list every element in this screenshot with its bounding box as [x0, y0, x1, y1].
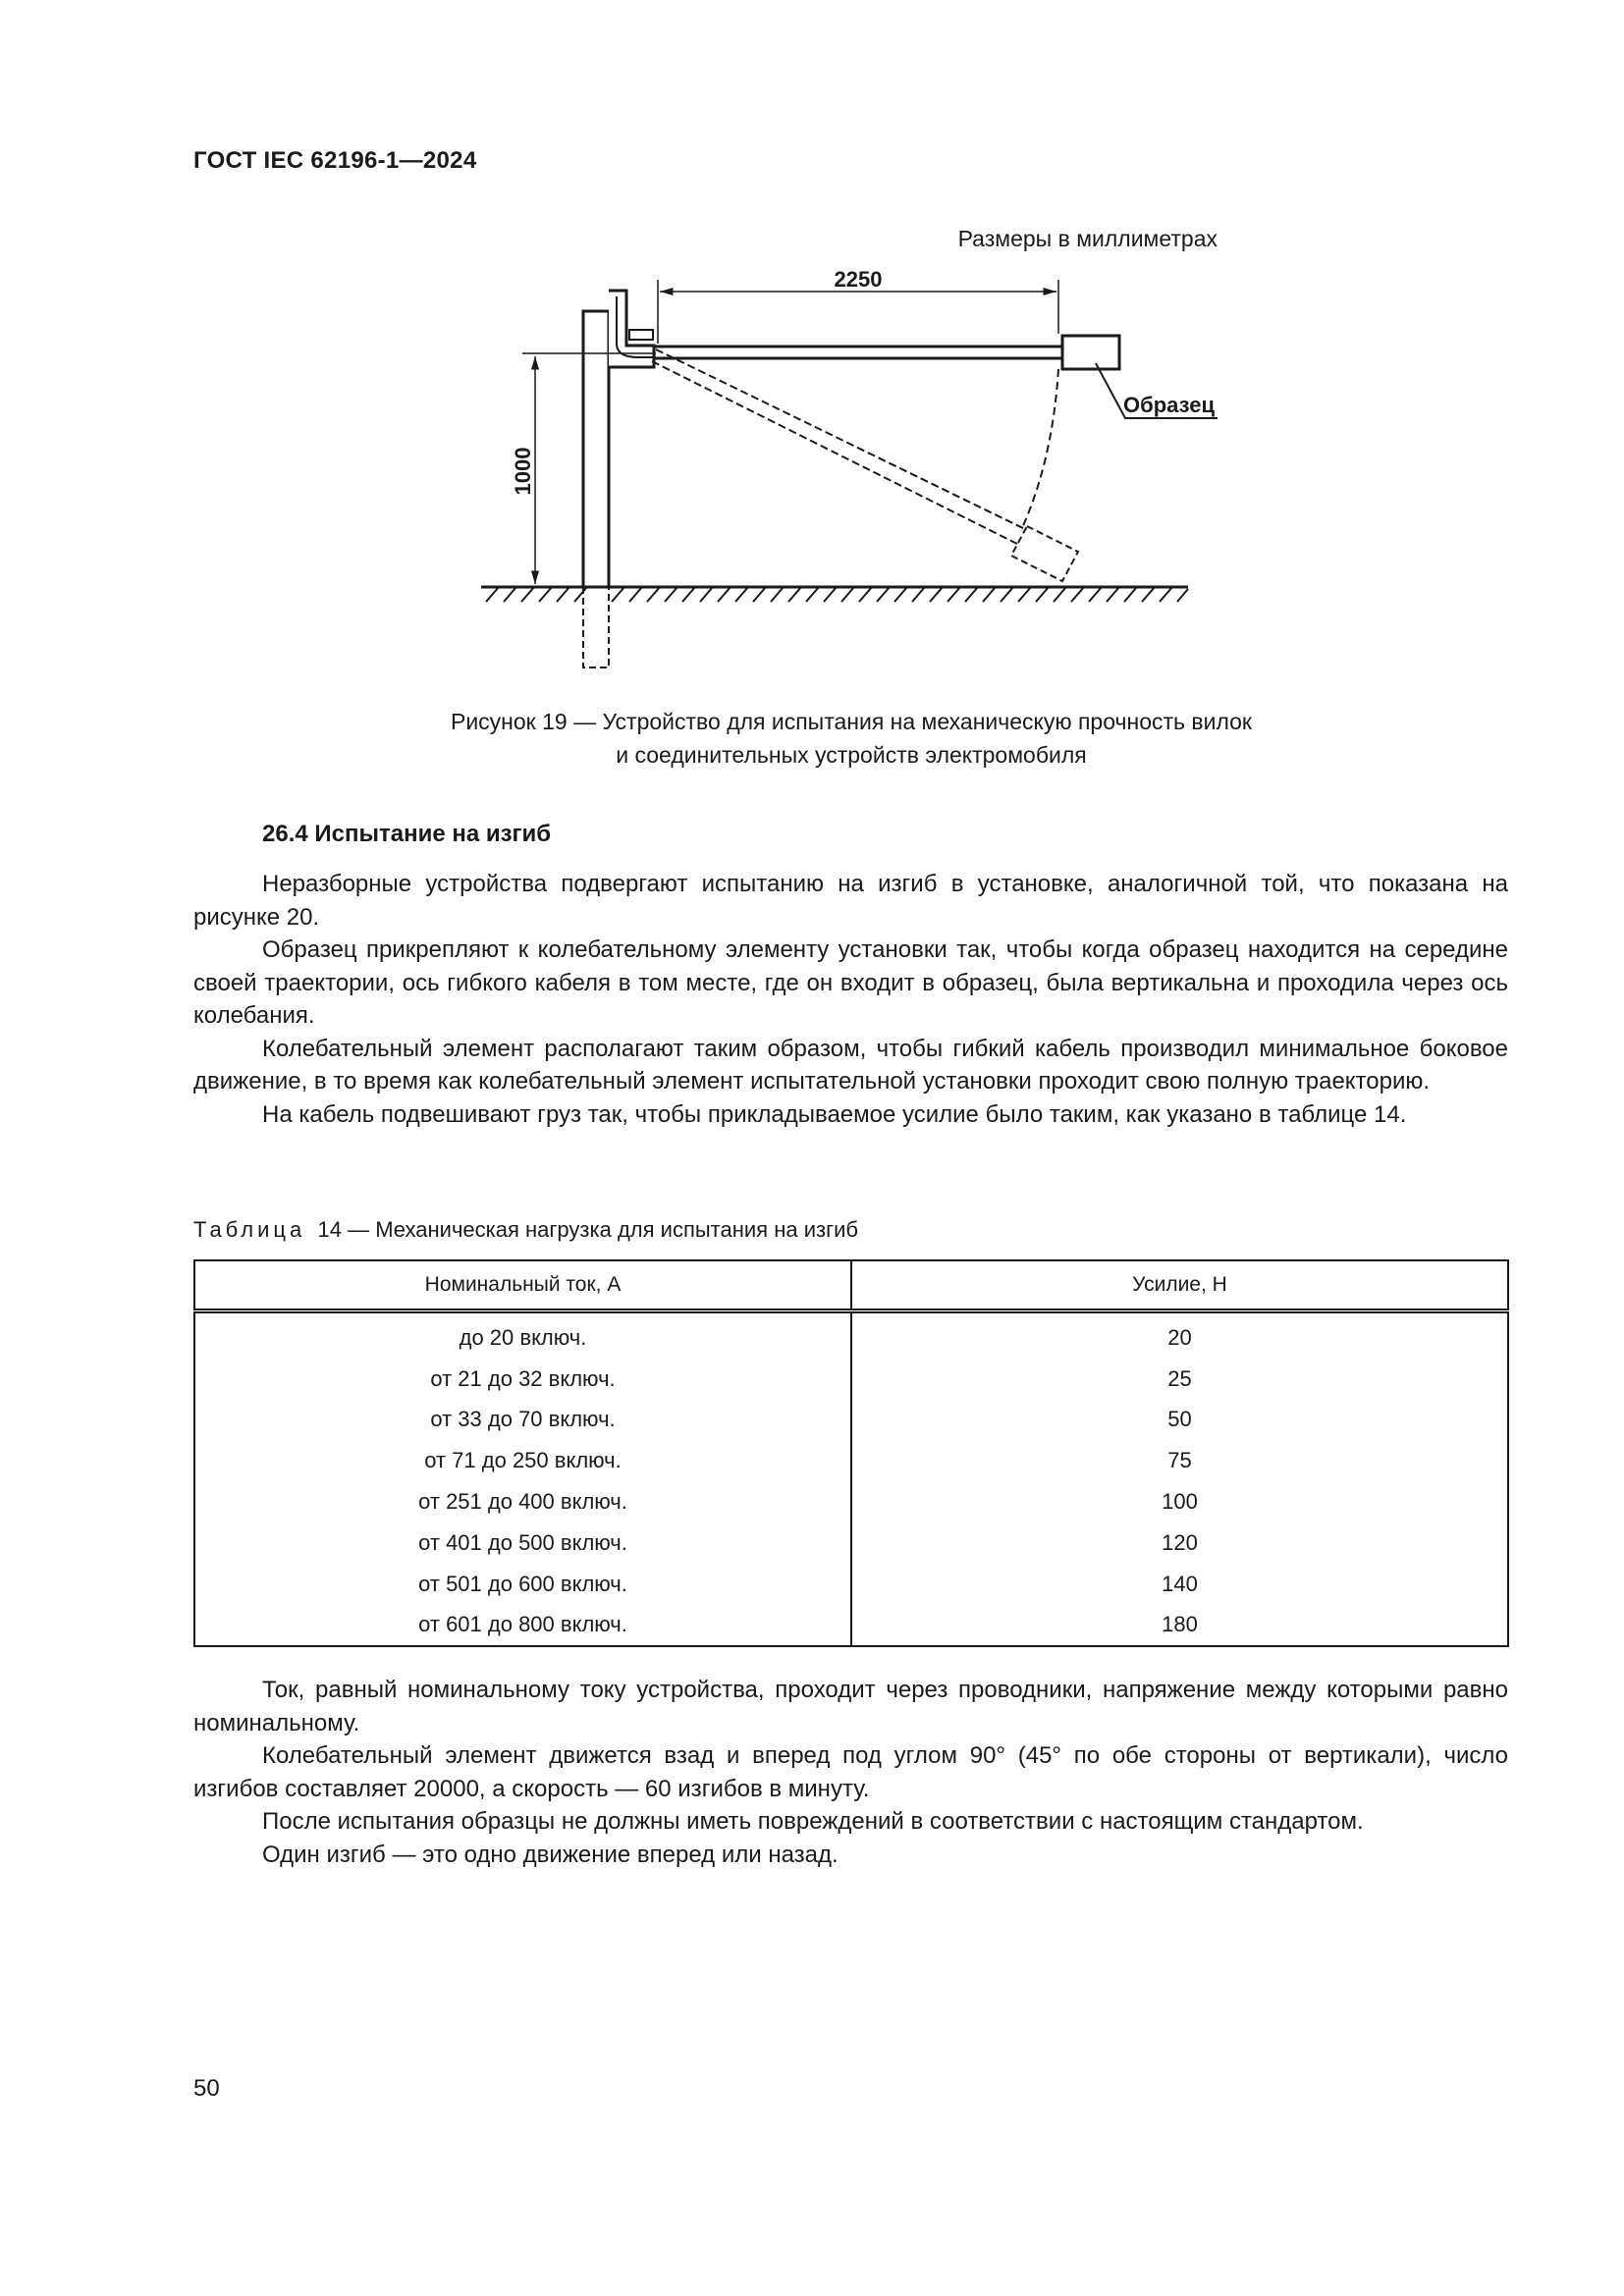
dim-1000-label: 1000: [511, 447, 535, 496]
table-label: Таблица: [193, 1217, 306, 1242]
paragraph: Неразборные устройства подвергают испытанию на изгиб в установке, аналогичной той, что показана на рисунке 20.: [193, 871, 1508, 931]
table-row: [194, 1564, 1508, 1605]
cell-current: до 20 включ.: [194, 1311, 851, 1359]
table-row: [194, 1311, 1508, 1359]
cell-force: 180: [851, 1605, 1508, 1647]
caption-line-1: Рисунок 19 — Устройство для испытания на механическую прочность вилок: [450, 709, 1252, 734]
paragraph: Колебательный элемент располагают таким образом, чтобы гибкий кабель производил минимальное боковое движение, в то время как колебательный элемент испытательной установки проходит свою полную траекторию.: [193, 1035, 1508, 1095]
body-text-bottom: [193, 1674, 1508, 1871]
table-row: [194, 1481, 1508, 1522]
cell-force: 75: [851, 1440, 1508, 1481]
cell-force: 50: [851, 1400, 1508, 1441]
figure-caption: [193, 705, 1509, 772]
trajectory-arc: [1021, 369, 1058, 530]
cell-force: 100: [851, 1481, 1508, 1522]
post-foundation: [583, 587, 609, 667]
cell-current: от 251 до 400 включ.: [194, 1481, 851, 1522]
table-title: [193, 1217, 858, 1243]
page-number: 50: [193, 2075, 220, 2102]
ground-hatching: [486, 587, 1188, 602]
section-title: 26.4 Испытание на изгиб: [262, 821, 552, 847]
sample-label: Образец: [1123, 393, 1216, 417]
document-header: ГОСТ IEC 62196-1—2024: [193, 147, 477, 174]
table-row: [194, 1522, 1508, 1564]
support-post: [583, 311, 609, 587]
cell-force: 120: [851, 1522, 1508, 1564]
table-row: [194, 1400, 1508, 1441]
figure-drawing: [461, 257, 1227, 679]
clamp-screw: [629, 330, 653, 340]
dim-2250-label: 2250: [834, 267, 883, 292]
paragraph: Ток, равный номинальному току устройства, проходит через проводники, напряжение между которыми равно номинальному.: [193, 1677, 1508, 1736]
cell-current: от 401 до 500 включ.: [194, 1522, 851, 1564]
column-header-current: Номинальный ток, А: [194, 1260, 851, 1311]
table-row: [194, 1440, 1508, 1481]
cell-force: 25: [851, 1359, 1508, 1400]
column-header-force: Усилие, Н: [851, 1260, 1508, 1311]
cell-current: от 21 до 32 включ.: [194, 1359, 851, 1400]
load-table: [193, 1259, 1509, 1647]
units-note: Размеры в миллиметрах: [957, 226, 1218, 251]
paragraph: После испытания образцы не должны иметь повреждений в соответствии с настоящим стандартом.: [262, 1808, 1364, 1835]
table-title-text: 14 — Механическая нагрузка для испытания на изгиб: [317, 1217, 858, 1242]
paragraph: Один изгиб — это одно движение вперед или назад.: [262, 1841, 839, 1868]
paragraph: Образец прикрепляют к колебательному элементу установки так, чтобы когда образец находится на середине своей траектории, ось гибкого кабеля в том месте, где он входит в образец, была вертикальна и проходила через ось колебания.: [193, 936, 1508, 1029]
caption-line-2: и соединительных устройств электромобиля: [616, 742, 1087, 768]
cell-current: от 71 до 250 включ.: [194, 1440, 851, 1481]
cell-current: от 33 до 70 включ.: [194, 1400, 851, 1441]
inclined-cable-bottom: [652, 361, 1017, 544]
inclined-cable-top: [656, 349, 1027, 530]
table-row: [194, 1605, 1508, 1647]
body-text-top: [193, 868, 1508, 1131]
cell-current: от 501 до 600 включ.: [194, 1564, 851, 1605]
cell-force: 20: [851, 1311, 1508, 1359]
test-apparatus-figure: [461, 257, 1227, 679]
cell-current: от 601 до 800 включ.: [194, 1605, 851, 1647]
paragraph: Колебательный элемент движется взад и вперед под углом 90° (45° по обе стороны от вертикали), число изгибов составляет 20000, а скорость — 60 изгибов в минуту.: [193, 1742, 1508, 1802]
sample-inclined: [1011, 526, 1078, 581]
table-row: [194, 1359, 1508, 1400]
paragraph: На кабель подвешивают груз так, чтобы прикладываемое усилие было таким, как указано в таблице 14.: [262, 1100, 1407, 1128]
sample-shape: [1062, 336, 1119, 369]
cell-force: 140: [851, 1564, 1508, 1605]
